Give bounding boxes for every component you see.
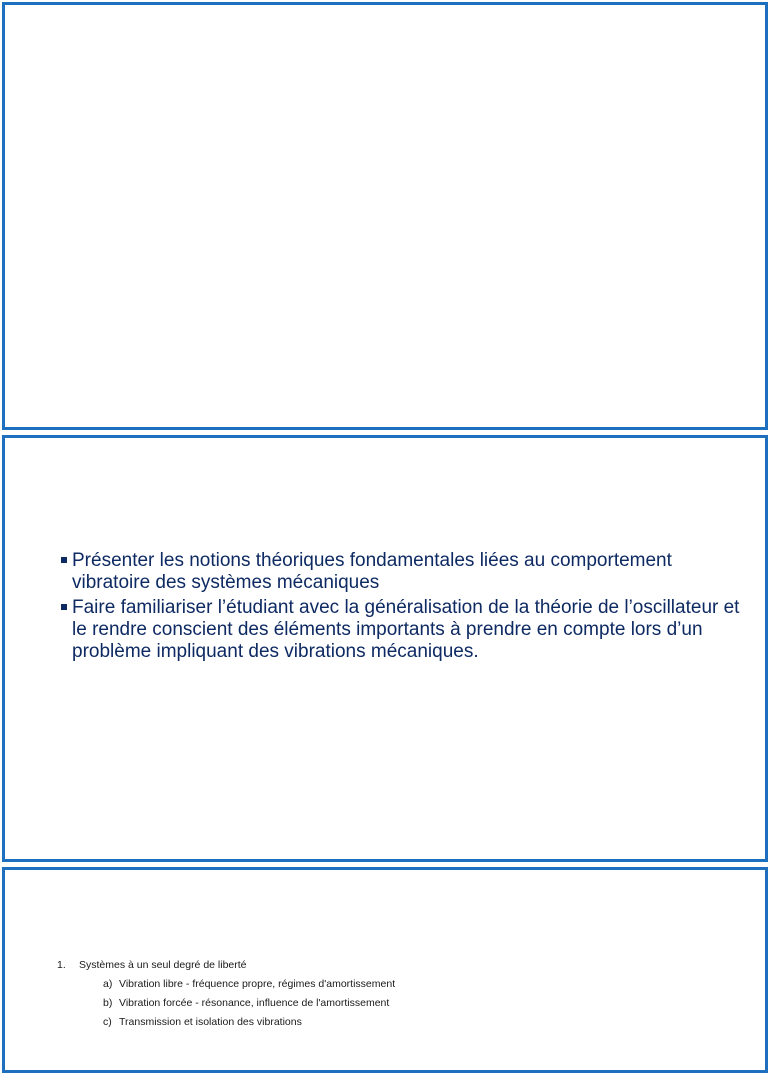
item-text: Vibration forcée - résonance, influence de l'amortissement (119, 997, 390, 1009)
bullet-text: Présenter les notions théoriques fondamentales liées au comportement vibratoire des systèmes mécaniques (72, 550, 672, 593)
item-letter: c) (103, 1016, 112, 1028)
section-number: 1. (57, 959, 66, 971)
list-item (61, 550, 741, 594)
list-item (61, 597, 741, 663)
item-text: Transmission et isolation des vibrations (119, 1016, 302, 1028)
outline-section (57, 956, 395, 1032)
item-letter: a) (103, 978, 113, 990)
list-item (103, 1013, 395, 1032)
list-item (103, 975, 395, 994)
objectives-list (61, 550, 741, 666)
slide-3 (2, 867, 768, 1073)
item-text: Vibration libre - fréquence propre, régimes d'amortissement (119, 978, 396, 990)
bullet-text: Faire familiariser l’étudiant avec la généralisation de la théorie de l’oscillateur et le rendre conscient des éléments importants à prendre en compte lors d’un problème impliquant des vibrations mécaniques. (72, 597, 740, 662)
square-bullet-icon (61, 604, 67, 610)
course-outline (57, 956, 395, 1032)
item-letter: b) (103, 997, 113, 1009)
square-bullet-icon (61, 557, 67, 563)
section-title: Systèmes à un seul degré de liberté (79, 959, 247, 971)
slide-1 (2, 2, 768, 430)
list-item (103, 994, 395, 1013)
slide-2 (2, 435, 768, 862)
outline-subsections (57, 975, 395, 1032)
